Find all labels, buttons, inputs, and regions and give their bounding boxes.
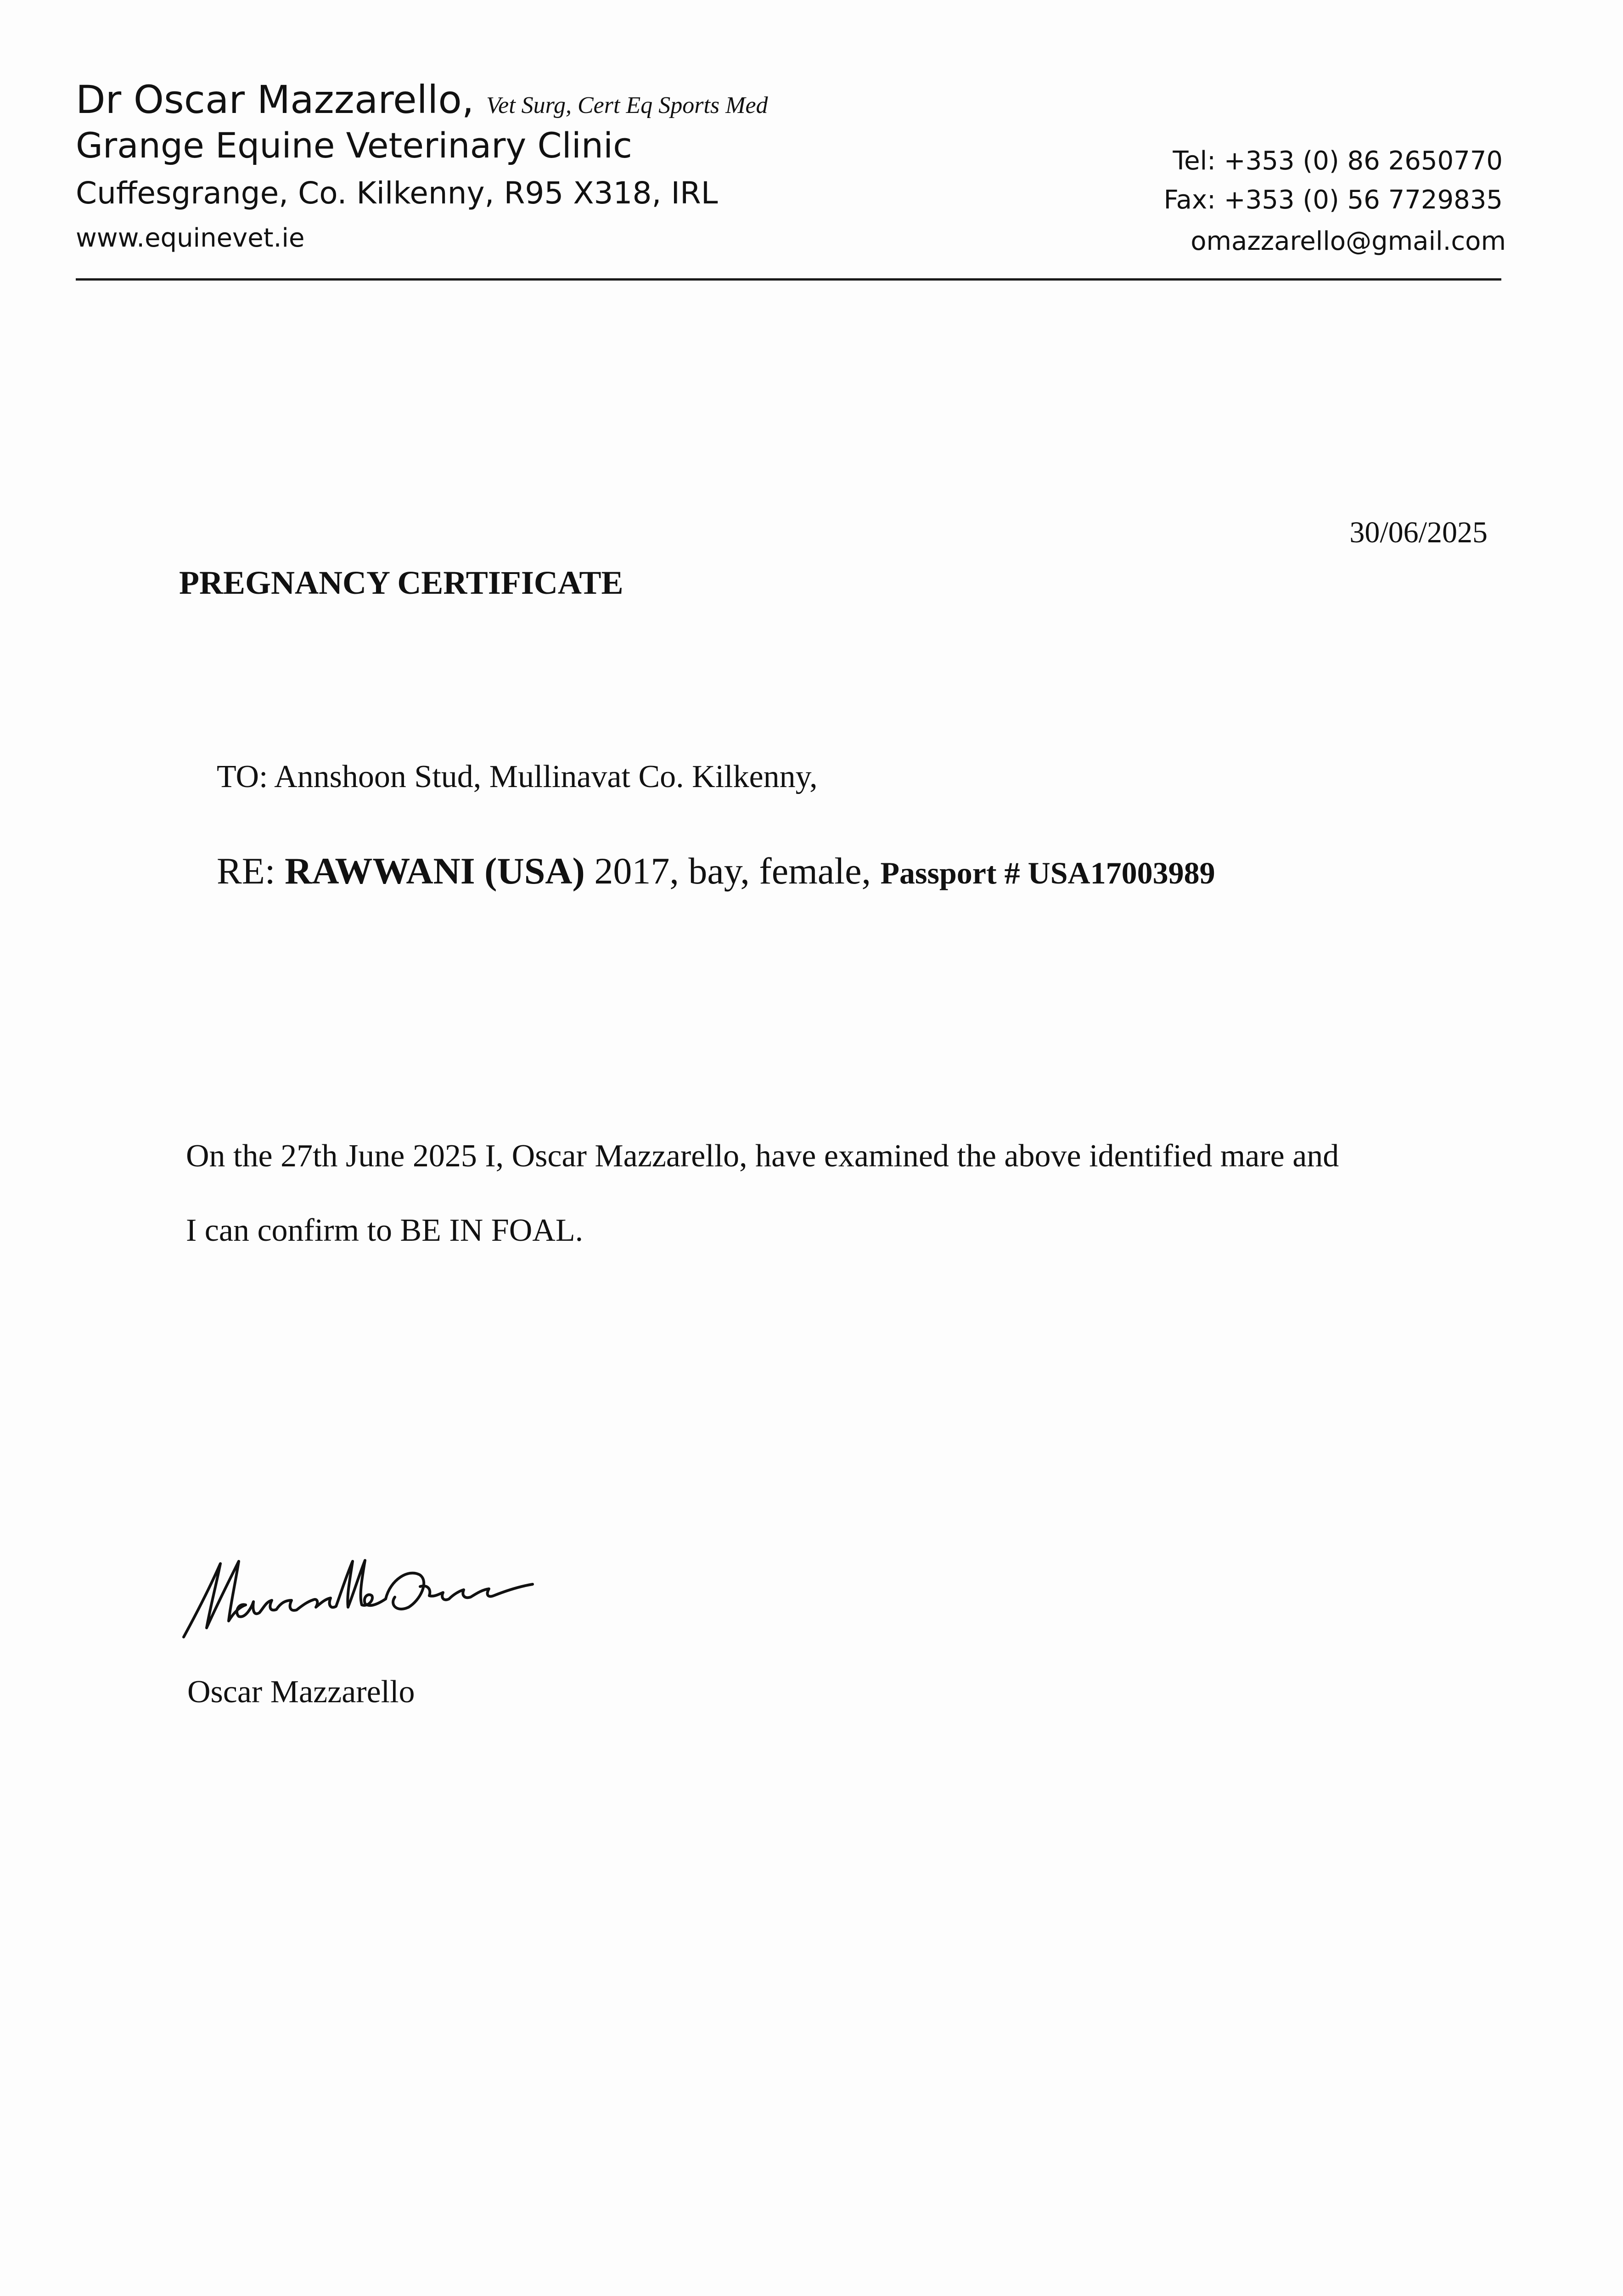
header-divider bbox=[76, 278, 1501, 281]
passport-number: Passport # USA17003989 bbox=[880, 855, 1215, 890]
certificate-title: PREGNANCY CERTIFICATE bbox=[179, 564, 623, 601]
vet-name-line bbox=[76, 77, 768, 122]
clinic-name: Grange Equine Veterinary Clinic bbox=[76, 125, 632, 166]
horse-details: 2017, bay, female, bbox=[584, 850, 881, 892]
re-prefix: RE: bbox=[217, 850, 285, 892]
telephone: Tel: +353 (0) 86 2650770 bbox=[1173, 146, 1503, 176]
fax: Fax: +353 (0) 56 7729835 bbox=[1163, 185, 1503, 215]
email[interactable]: omazzarello@gmail.com bbox=[1191, 226, 1506, 256]
vet-name: Dr Oscar Mazzarello, bbox=[76, 77, 474, 122]
clinic-address: Cuffesgrange, Co. Kilkenny, R95 X318, IRL bbox=[76, 175, 718, 211]
body-text-line-1: On the 27th June 2025 I, Oscar Mazzarello, have examined the above identified mare and bbox=[186, 1138, 1339, 1174]
certificate-date: 30/06/2025 bbox=[1349, 516, 1488, 549]
signer-name: Oscar Mazzarello bbox=[187, 1674, 415, 1710]
recipient-line: TO: Annshoon Stud, Mullinavat Co. Kilkenny, bbox=[217, 759, 818, 794]
horse-name: RAWWANI (USA) bbox=[285, 850, 585, 892]
vet-qualifications: Vet Surg, Cert Eq Sports Med bbox=[486, 92, 768, 118]
reference-line bbox=[217, 850, 1215, 893]
clinic-website[interactable]: www.equinevet.ie bbox=[76, 223, 305, 253]
body-text-line-2: I can confirm to BE IN FOAL. bbox=[186, 1213, 584, 1248]
handwritten-signature bbox=[170, 1543, 556, 1649]
